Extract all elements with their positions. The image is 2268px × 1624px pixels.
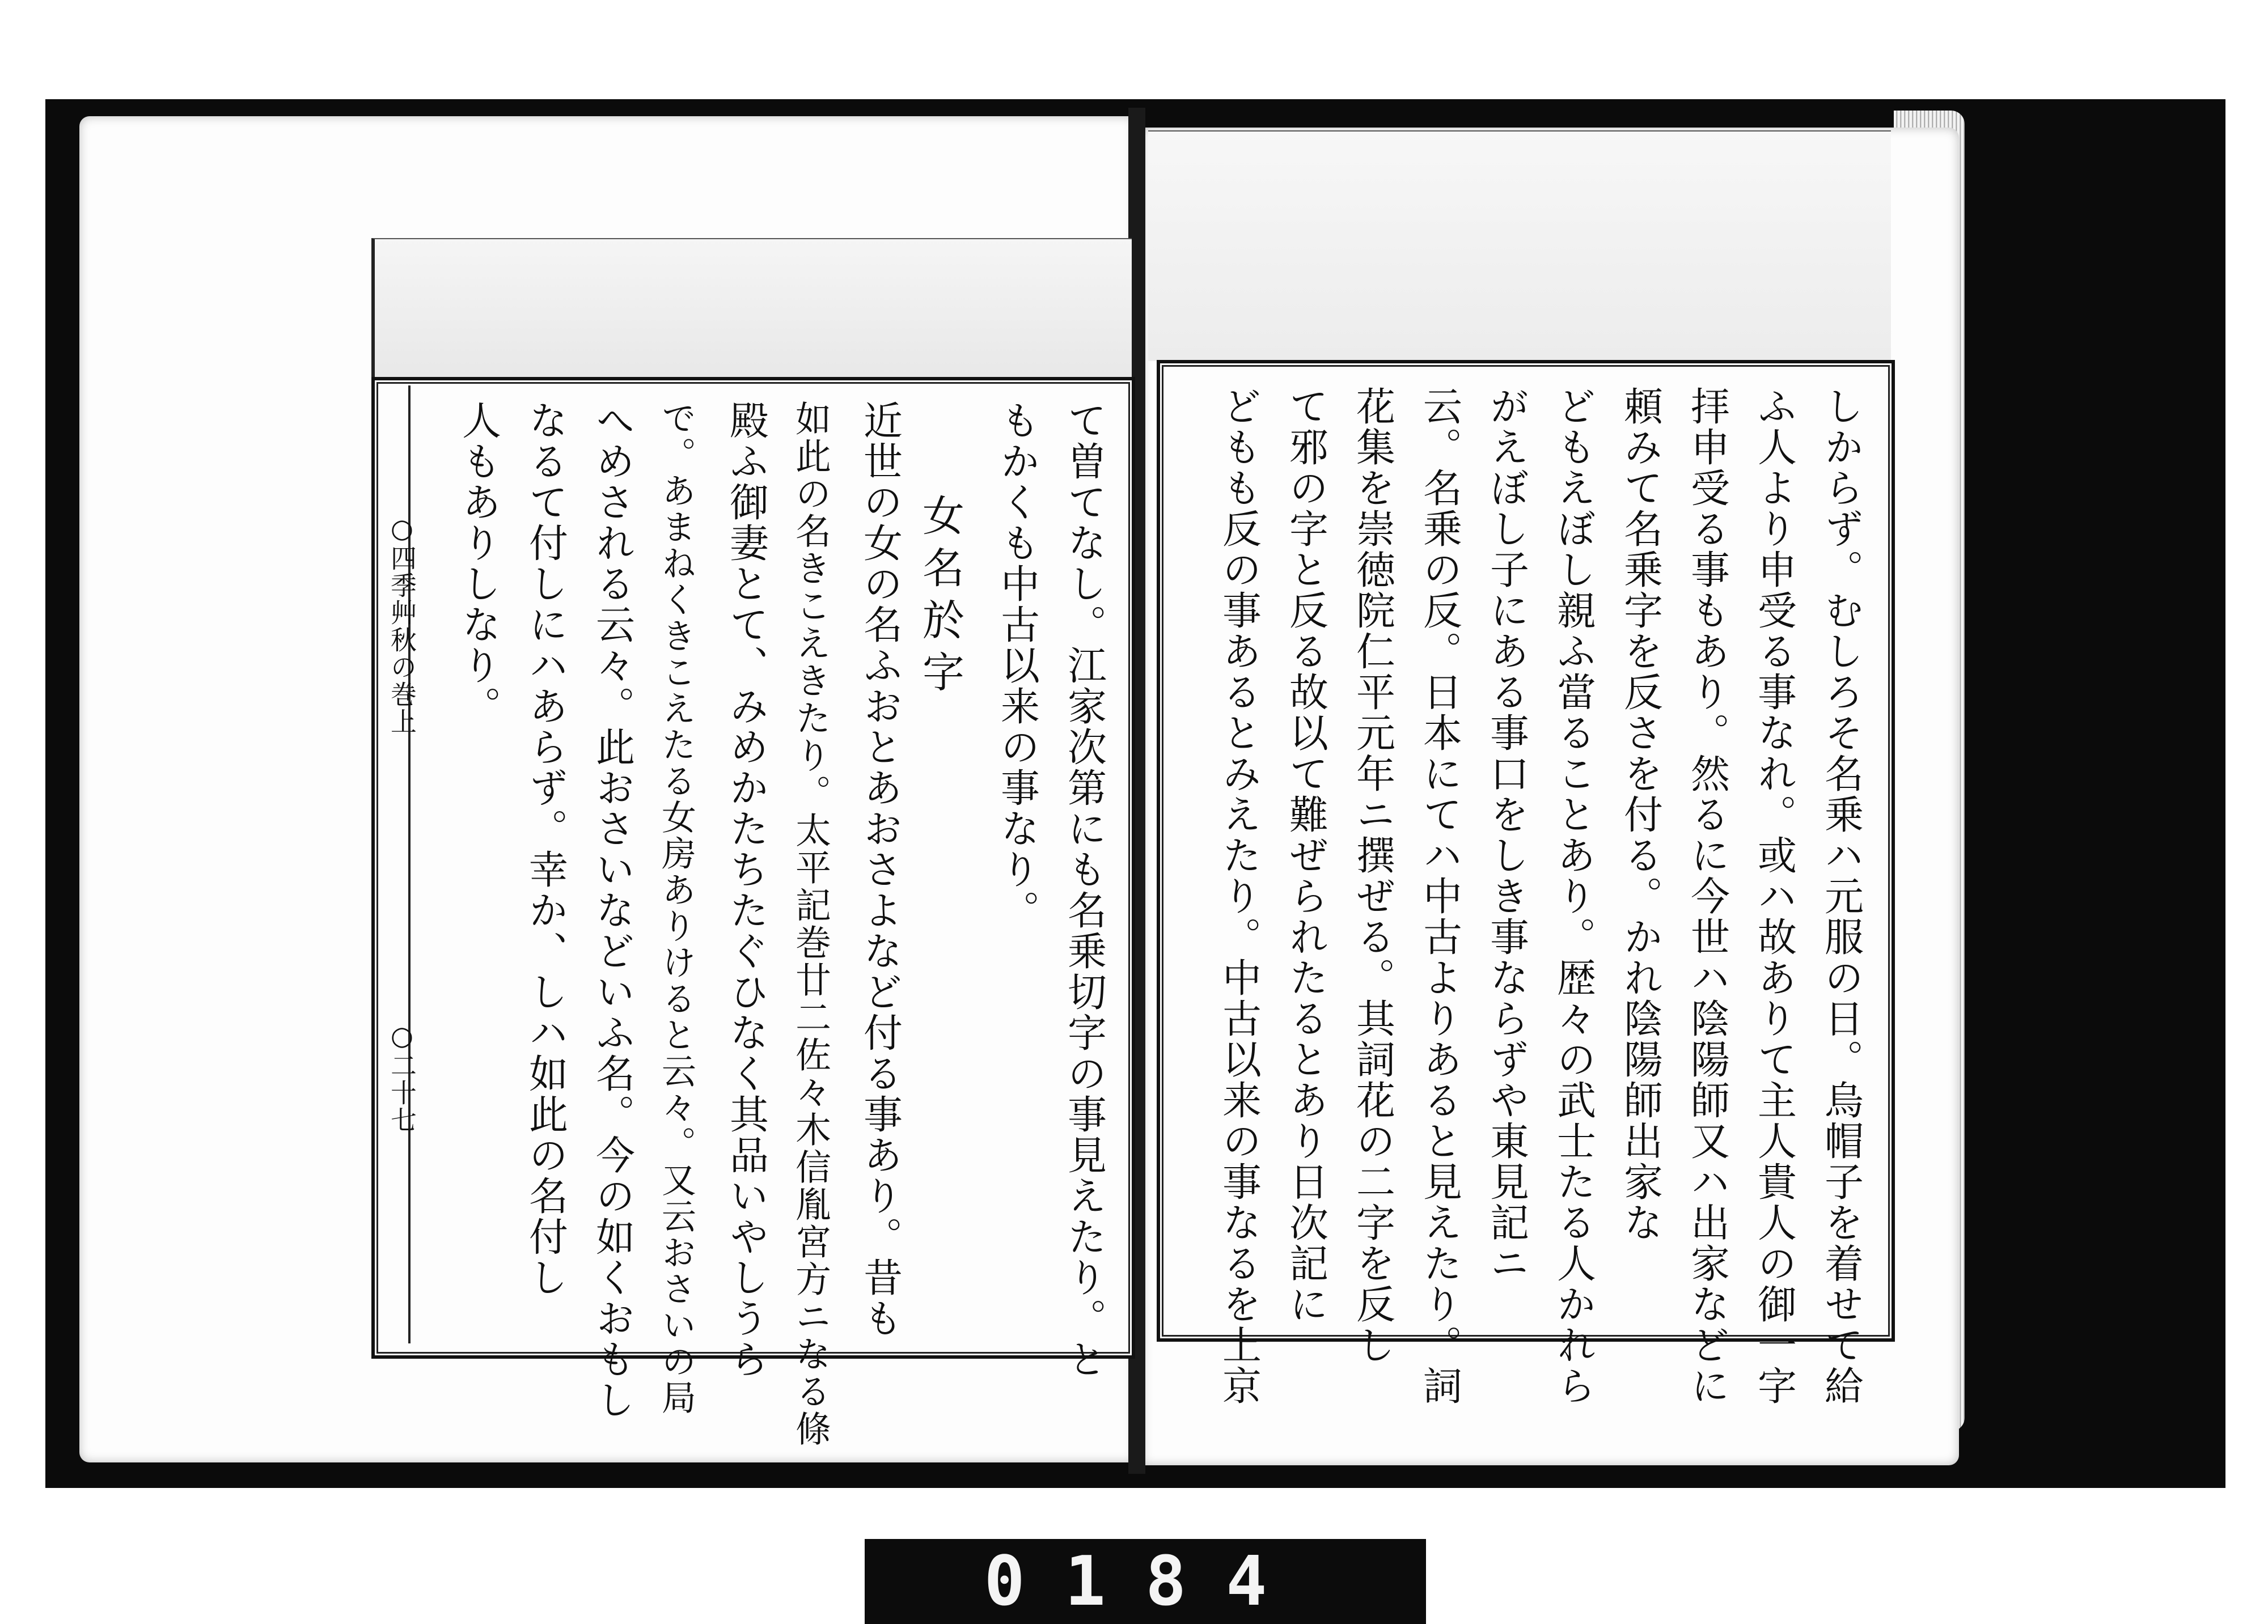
frame-number: 0184: [984, 1542, 1307, 1621]
text-column: がえぼし子にある事口をしき事ならずや東見記ニ: [1483, 386, 1529, 1284]
text-column: 如此の名きこえきたり。太平記巻廿二佐々木信胤宮方ニなる條: [790, 400, 831, 1448]
text-column: 近世の女の名ふおとあおさよなど付る事あり。昔も: [857, 400, 902, 1339]
text-column: ふ人より申受る事なれ。或ハ故ありて主人貴人の御一字: [1751, 386, 1796, 1406]
text-column: どもえぼし親ふ當ることあり。歴々の武士たる人かれら: [1550, 386, 1596, 1406]
text-column: 殿ふ御妻とて、みめかたちたぐひなく其品いやしうら: [723, 400, 768, 1380]
section-heading: 女名於字: [916, 494, 964, 702]
page-number: ○二十七: [387, 1020, 417, 1134]
text-column: 人もありしなり。: [455, 400, 501, 727]
text-column: へめされる云々。此おさいなどいふ名。今の如くおもし: [589, 400, 634, 1421]
text-column: 云。名乗の反。日本にてハ中古よりあると見えたり。詞: [1416, 386, 1462, 1406]
text-column: どもも反の事あるとみえたり。中古以来の事なるを上京: [1216, 386, 1261, 1406]
left-upper-margin: [371, 238, 1132, 378]
text-column: 花集を崇徳院仁平元年ニ撰ぜる。其詞花の二字を反し: [1349, 386, 1395, 1366]
left-text-block: [371, 377, 1135, 1448]
text-column: もかくも中古以来の事なり。: [994, 400, 1039, 931]
right-text-block: [1157, 360, 1895, 1406]
text-column: て邪の字と反る故以て難ぜられたるとあり日次記に: [1283, 386, 1328, 1325]
text-column: 拝申受る事もあり。然るに今世ハ陰陽師又ハ出家などに: [1684, 386, 1729, 1406]
running-title: ○四季艸秋の巻上: [387, 513, 417, 735]
text-column: 頼みて名乗字を反さを付る。かれ陰陽師出家な: [1617, 386, 1662, 1243]
text-column: なるて付しにハあらず。幸か、しハ如此の名付し: [522, 400, 568, 1298]
text-column: て曽てなし。江家次第にも名乗切字の事見えたり。と: [1061, 400, 1106, 1380]
text-column: しからず。むしろそ名乗ハ元服の日。烏帽子を着せて給: [1818, 386, 1863, 1406]
frame-number-plate: [865, 1539, 1426, 1624]
text-column: で。あまねくきこえたる女房ありけると云々。又云おさいの局: [656, 400, 696, 1416]
right-upper-margin: [1148, 130, 1891, 361]
